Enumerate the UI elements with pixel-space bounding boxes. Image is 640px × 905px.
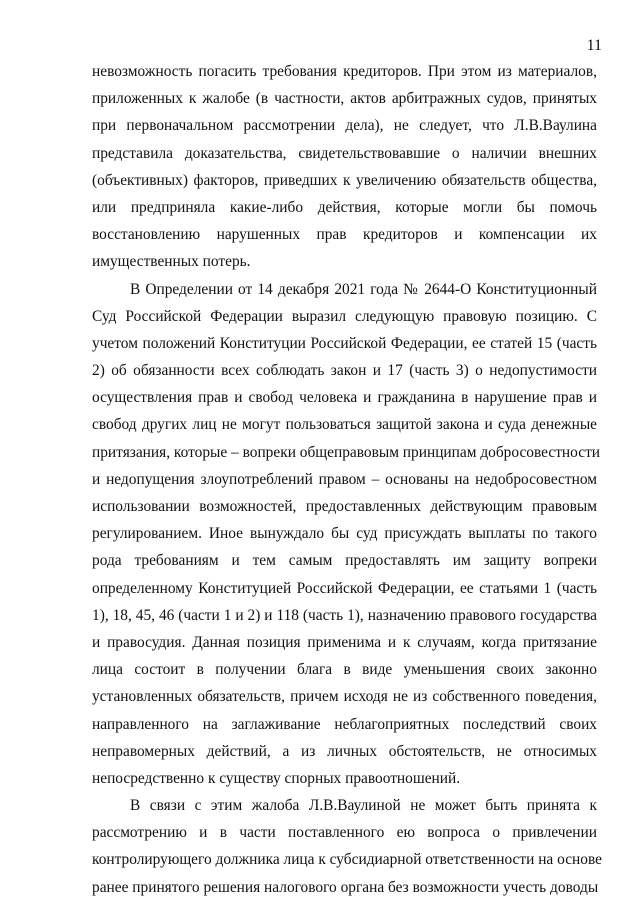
text-line: установленных обязательств, причем исходя не из собственного поведения, xyxy=(92,688,597,706)
text-line: имущественных потерь. xyxy=(92,253,251,271)
text-line: рассмотрению и в части поставленного ею вопроса о привлечении xyxy=(92,824,597,842)
text-line: непосредственно к существу спорных правоотношений. xyxy=(92,769,461,787)
text-line: восстановлению нарушенных прав кредиторов и компенсации их xyxy=(92,226,597,244)
text-line: рода требованиям и тем самым предоставлять им защиту вопреки xyxy=(92,552,597,570)
text-line: 1), 18, 45, 46 (части 1 и 2) и 118 (часть 1), назначению правового государства xyxy=(92,606,597,624)
text-line: притязания, которые – вопреки общеправовым принципам добросовестности xyxy=(92,443,601,461)
text-line: В Определении от 14 декабря 2021 года № 2644-О Конституционный xyxy=(130,280,597,298)
text-line: и недопущения злоупотреблений правом – основаны на недобросовестном xyxy=(92,470,597,488)
text-line: или предприняла какие-либо действия, которые могли бы помочь xyxy=(92,198,597,216)
text-line: направленного на заглаживание неблагоприятных последствий своих xyxy=(92,715,597,733)
text-line: свобод других лиц не могут пользоваться защитой закона и суда денежные xyxy=(92,416,597,434)
text-line: учетом положений Конституции Российской Федерации, ее статей 15 (часть xyxy=(92,334,597,352)
text-line: (объективных) факторов, приведших к увеличению обязательств общества, xyxy=(92,171,597,189)
text-line: осуществления прав и свобод человека и гражданина в нарушение прав и xyxy=(92,389,597,407)
text-line: лица состоит в получении блага в виде уменьшения своих законно xyxy=(92,661,597,679)
text-line: контролирующего должника лица к субсидиарной ответственности на основе xyxy=(92,851,602,869)
text-line: В связи с этим жалоба Л.В.Ваулиной не может быть принята к xyxy=(130,797,597,815)
document-body xyxy=(92,58,602,901)
text-line: неправомерных действий, а из личных обстоятельств, не относимых xyxy=(92,742,597,760)
text-line: определенному Конституцией Российской Федерации, ее статьями 1 (часть xyxy=(92,579,597,597)
text-line: при первоначальном рассмотрении дела), не следует, что Л.В.Ваулина xyxy=(92,117,597,135)
text-line: регулированием. Иное вынуждало бы суд присуждать выплаты по такого xyxy=(92,525,597,543)
paragraph-continuation xyxy=(92,58,597,276)
text-line: и правосудия. Данная позиция применима и к случаям, когда притязание xyxy=(92,633,597,651)
paragraph-determination xyxy=(92,276,601,793)
text-line: Суд Российской Федерации выразил следующую правовую позицию. С xyxy=(92,307,597,325)
text-line: представила доказательства, свидетельствовавшие о наличии внешних xyxy=(92,144,597,162)
text-line: приложенных к жалобе (в частности, актов арбитражных судов, принятых xyxy=(92,90,597,108)
text-line: 2) об обязанности всех соблюдать закон и 17 (часть 3) о недопустимости xyxy=(92,362,597,380)
text-line: использовании возможностей, предоставленных действующим правовым xyxy=(92,498,597,515)
page-number: 11 xyxy=(586,37,602,54)
text-line: невозможность погасить требования кредиторов. При этом из материалов, xyxy=(92,63,597,80)
text-line: ранее принятого решения налогового органа без возможности учесть доводы xyxy=(92,878,599,896)
paragraph-conclusion xyxy=(92,792,602,901)
